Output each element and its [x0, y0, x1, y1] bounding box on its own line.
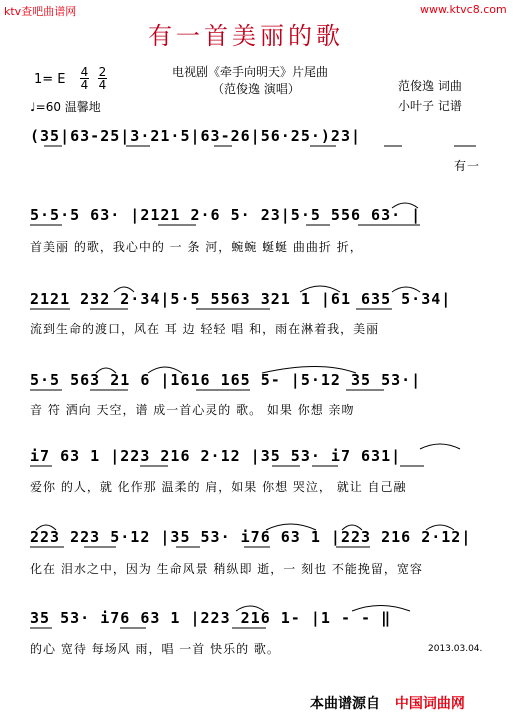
- quarter-note-icon: ♩: [30, 100, 36, 114]
- notes-line-2: 5·5·5 63· |2121 2·6 5· 23|5·5 556 63· |: [30, 206, 422, 224]
- key-signature: 1= E: [34, 72, 66, 87]
- song-title: 有一首美丽的歌: [148, 22, 344, 50]
- tempo: ♩=60 温馨地: [30, 100, 101, 114]
- footer-source: 本曲谱源自 中国词曲网: [310, 696, 465, 712]
- singer: （范俊逸 演唱）: [212, 82, 300, 96]
- watermark-left: ktv查吧曲谱网: [4, 5, 77, 18]
- notes-line-5: i7 63 1 |223 216 2·12 |35 53· i7 631|: [30, 447, 402, 465]
- lyrics-line-5: 爱你 的人，就 化作那 温柔的 肩，如果 你想 哭泣， 就让 自己融: [30, 480, 407, 494]
- subtitle: 电视剧《牵手向明天》片尾曲: [172, 65, 329, 79]
- lyrics-line-1: 有一: [454, 159, 481, 173]
- lyrics-line-3: 流到生命的渡口，风在 耳 边 轻轻 唱 和，雨在淋着我，美丽: [30, 322, 380, 336]
- lyrics-line-2: 首美丽 的歌，我心中的 一 条 河，蜿蜿 蜒蜒 曲曲折 折，: [30, 240, 363, 254]
- notes-line-4: 5·5 563 21 6 |1616 165 5- |5·12 35 53·|: [30, 371, 422, 389]
- credits-lyrics-music: 范俊逸 词曲: [398, 79, 462, 93]
- time-signature-2: 2 4: [98, 65, 107, 92]
- notes-line-3: 2121 232 2·34|5·5 5563 321 1 |61 635 5·34|: [30, 290, 452, 308]
- time-signature-1: 4 4: [80, 65, 89, 92]
- notes-line-6: 223 223 5·12 |35 53· i76 63 1 |223 216 2·12|: [30, 528, 472, 546]
- notes-line-1: (35|63-25|3·21·5|63-26|56·25·)23|: [30, 127, 362, 145]
- notes-line-7: 35 53· i76 63 1 |223 216 1- |1 - - ‖: [30, 609, 392, 627]
- date-stamp: 2013.03.04.: [428, 644, 483, 654]
- watermark-right: www.ktvc8.com: [420, 3, 507, 16]
- credits-transcriber: 小叶子 记谱: [398, 99, 462, 113]
- lyrics-line-6: 化在 泪水之中，因为 生命风景 稍纵即 逝，一 刻也 不能挽留，宽容: [30, 562, 423, 576]
- lyrics-line-7: 的心 宽待 每场风 雨，唱 一首 快乐的 歌。: [30, 642, 280, 656]
- lyrics-line-4: 音 符 洒向 天空，谱 成一首心灵的 歌。 如果 你想 亲吻: [30, 403, 355, 417]
